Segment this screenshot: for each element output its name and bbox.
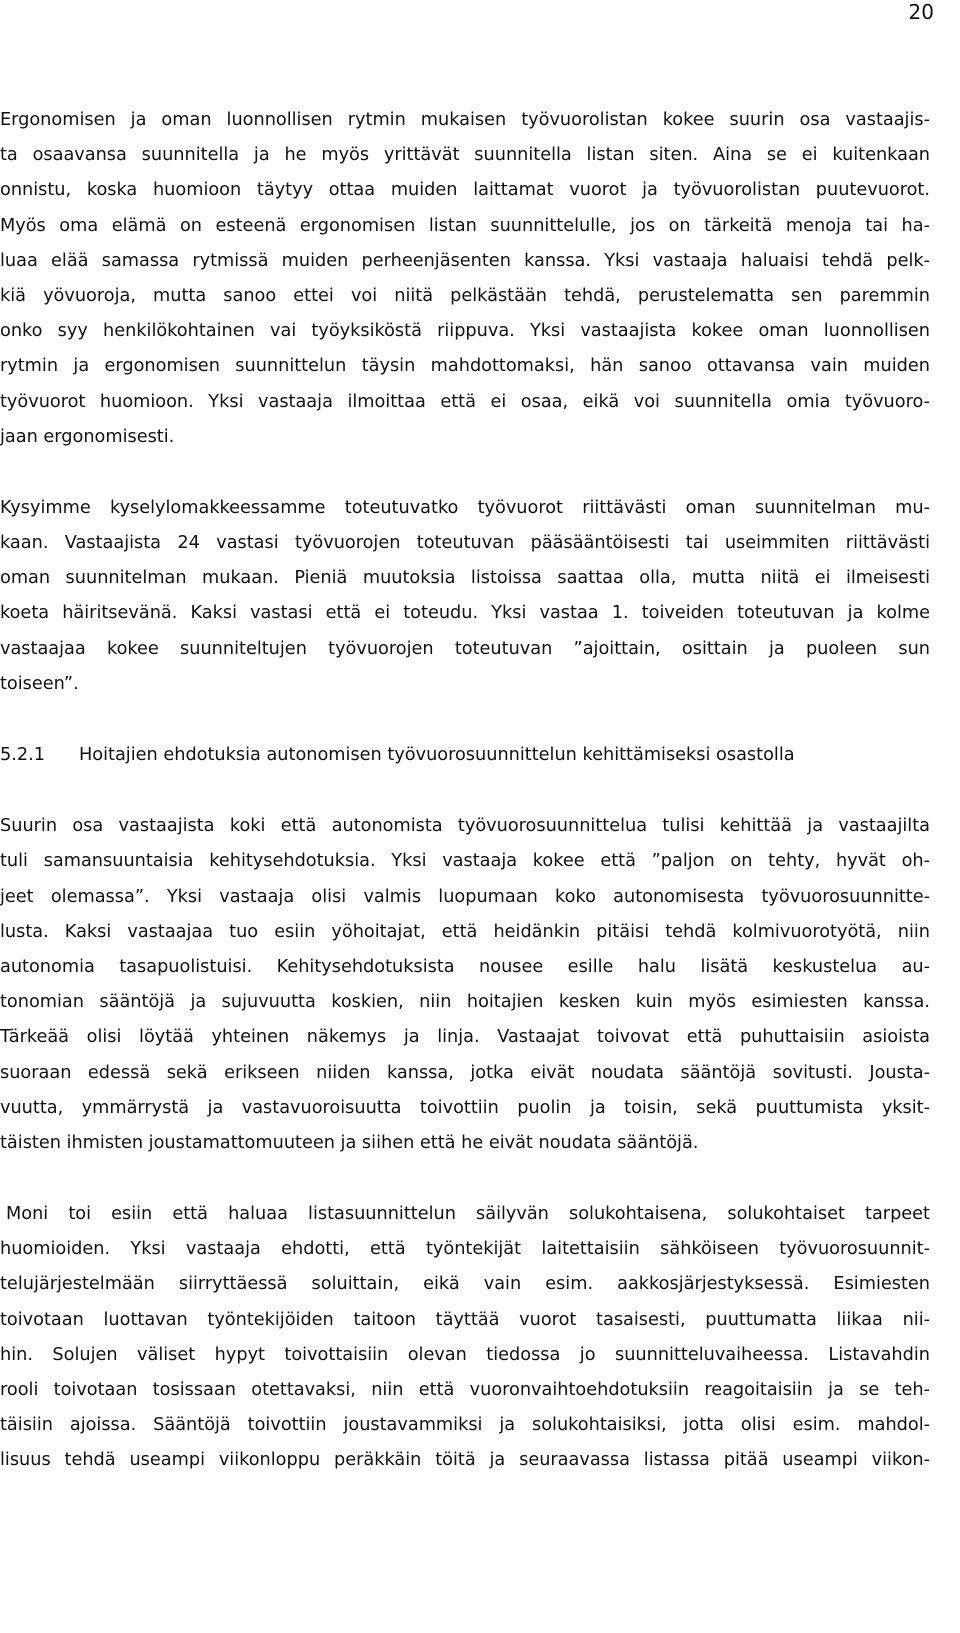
- paragraph-gap: [0, 702, 930, 738]
- text-line: tuli samansuuntaisia kehitysehdotuksia. Yksi vastaaja kokee että ”paljon on tehty, hyvät oh-: [0, 851, 930, 872]
- paragraph-gap: [0, 773, 930, 809]
- text-line: täisiin ajoissa. Sääntöjä toivottiin joustavammiksi ja solukohtaisiksi, jotta olisi esim. mahdol-: [0, 1415, 930, 1436]
- text-line: lisuus tehdä useampi viikonloppu peräkkäin töitä ja seuraavassa listassa pitää useampi viikon-: [0, 1450, 930, 1471]
- text-line: kaan. Vastaajista 24 vastasi työvuorojen toteutuvan pääsääntöisesti tai useimmiten riittävästi: [0, 533, 930, 554]
- text-line: rooli toivotaan tosissaan otettavaksi, niin että vuoronvaihtoehdotuksiin reagoitaisiin ja se teh-: [0, 1380, 930, 1400]
- document-body: [0, 103, 930, 1479]
- text-line: onko syy henkilökohtainen vai työyksiköstä riippuva. Yksi vastaajista kokee oman luonnollisen: [0, 321, 930, 342]
- paragraph-gap: [0, 1161, 930, 1197]
- text-line: lusta. Kaksi vastaajaa tuo esiin yöhoitajat, että heidänkin pitäisi tehdä kolmivuorotyötä, niin: [0, 921, 930, 942]
- section-number: 5.2.1: [0, 745, 46, 765]
- text-line: työvuorot huomioon. Yksi vastaaja ilmoittaa että ei osaa, eikä voi suunnitella omia työvuoro-: [0, 391, 930, 412]
- text-line: jaan ergonomisesti.: [0, 426, 175, 447]
- text-line: autonomia tasapuolistuisi. Kehitysehdotuksista nousee esille halu lisätä keskustelua au-: [0, 956, 930, 977]
- text-line: koeta häiritsevänä. Kaksi vastasi että ei toteudu. Yksi vastaa 1. toiveiden toteutuvan ja kolme: [0, 603, 930, 624]
- text-line: hin. Solujen väliset hypyt toivottaisiin olevan tiedossa jo suunnitteluvaiheessa. Listavahdin: [0, 1344, 930, 1365]
- text-line: toivotaan luottavan työntekijöiden taitoon täyttää vuorot tasaisesti, puuttumatta liikaa nii-: [0, 1309, 930, 1330]
- text-line: kiä yövuoroja, mutta sanoo ettei voi niitä pelkästään tehdä, perustelematta sen paremmin: [0, 285, 930, 306]
- text-line: Moni toi esiin että haluaa listasuunnittelun säilyvän solukohtaisena, solukohtaiset tarpeet: [6, 1204, 930, 1225]
- text-line: Tärkeää olisi löytää yhteinen näkemys ja linja. Vastaajat toivovat että puhuttaisiin asioista: [0, 1027, 930, 1048]
- text-line: tonomian sääntöjä ja sujuvuutta koskien, niin hoitajien kesken kuin myös esimiesten kanssa.: [0, 992, 930, 1013]
- text-line: täisten ihmisten joustamattomuuteen ja siihen että he eivät noudata sääntöjä.: [0, 1132, 699, 1153]
- text-line: Suurin osa vastaajista koki että autonomista työvuorosuunnittelua tulisi kehittää ja vastaajilta: [0, 816, 930, 837]
- text-line: toiseen”.: [0, 673, 79, 694]
- text-line: jeet olemassa”. Yksi vastaaja olisi valmis luopumaan koko autonomisesta työvuorosuunnitte-: [0, 886, 930, 907]
- text-line: ta osaavansa suunnitella ja he myös yrittävät suunnitella listan siten. Aina se ei kuitenkaan: [0, 145, 930, 166]
- text-line: Ergonomisen ja oman luonnollisen rytmin mukaisen työvuorolistan kokee suurin osa vastaajis-: [0, 110, 930, 130]
- page-number: 20: [908, 0, 934, 24]
- text-line: oman suunnitelman mukaan. Pieniä muutoksia listoissa saattaa olla, mutta niitä ei ilmeisesti: [0, 568, 930, 589]
- text-line: Myös oma elämä on esteenä ergonomisen listan suunnittelulle, jos on tärkeitä menoja tai ha-: [0, 215, 930, 236]
- text-line: luaa elää samassa rytmissä muiden perheenjäsenten kanssa. Yksi vastaaja haluaisi tehdä pelk-: [0, 250, 930, 271]
- text-line: Kysyimme kyselylomakkeessamme toteutuvatko työvuorot riittävästi oman suunnitelman mu-: [0, 497, 930, 518]
- text-line: huomioiden. Yksi vastaaja ehdotti, että työntekijät laitettaisiin sähköiseen työvuorosuunnit-: [0, 1239, 930, 1260]
- section-title: Hoitajien ehdotuksia autonomisen työvuorosuunnittelun kehittämiseksi osastolla: [79, 745, 795, 765]
- paragraph-1: [0, 103, 930, 455]
- text-line: vastaajaa kokee suunniteltujen työvuorojen toteutuvan ”ajoittain, osittain ja puoleen sun: [0, 638, 930, 659]
- text-line: rytmin ja ergonomisen suunnittelun täysin mahdottomaksi, hän sanoo ottavansa vain muiden: [0, 356, 930, 377]
- paragraph-2: [0, 491, 930, 702]
- section-heading: [0, 738, 930, 773]
- text-line: onnistu, koska huomioon täytyy ottaa muiden laittamat vuorot ja työvuorolistan puutevuorot.: [0, 180, 930, 201]
- text-line: telujärjestelmään siirryttäessä soluittain, eikä vain esim. aakkosjärjestyksessä. Esimiesten: [0, 1274, 930, 1295]
- text-line: suoraan edessä sekä erikseen niiden kanssa, jotka eivät noudata sääntöjä sovitusti. Jousta-: [0, 1062, 930, 1083]
- paragraph-gap: [0, 455, 930, 491]
- paragraph-3: [0, 809, 930, 1161]
- paragraph-4: [0, 1197, 930, 1479]
- text-line: vuutta, ymmärrystä ja vastavuoroisuutta toivottiin puolin ja toisin, sekä puuttumista yksit-: [0, 1097, 930, 1118]
